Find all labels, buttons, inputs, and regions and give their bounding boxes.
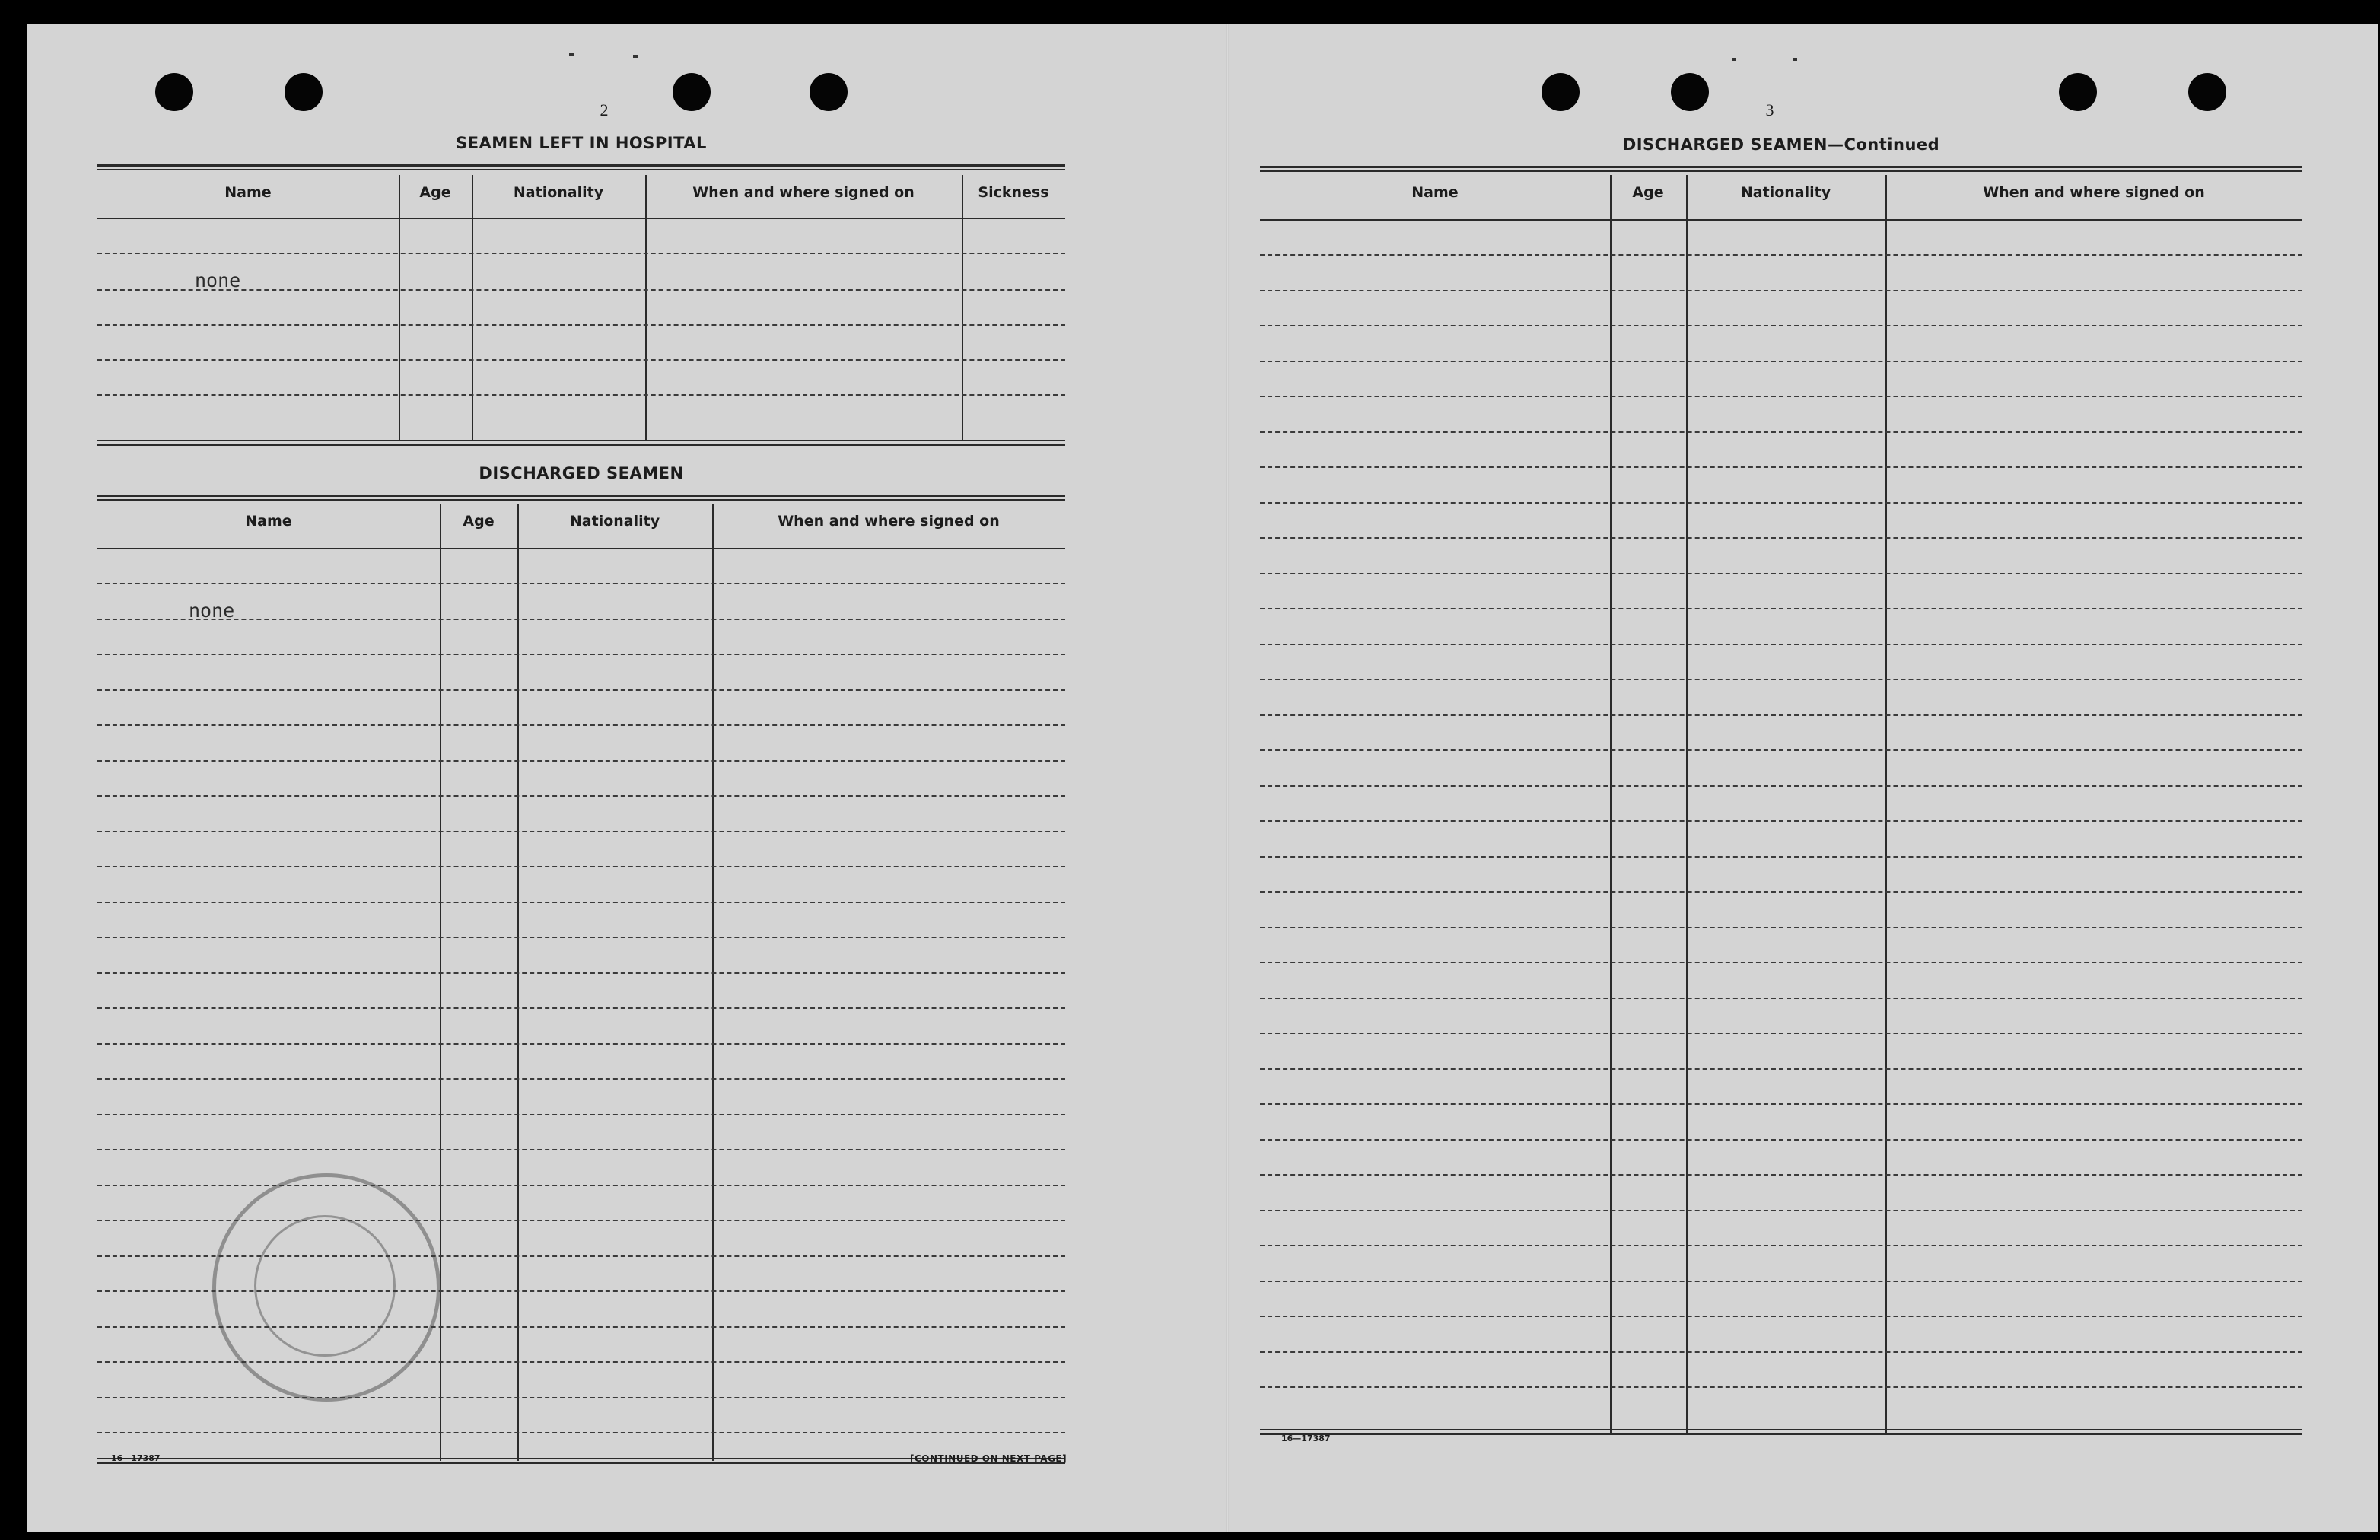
title-main: DISCHARGED SEAMEN bbox=[1622, 135, 1828, 154]
ruled-line bbox=[97, 1432, 1065, 1433]
ruled-line bbox=[1260, 431, 2302, 433]
continued-note: [CONTINUED ON NEXT PAGE] bbox=[910, 1453, 1068, 1464]
postmark-stamp bbox=[212, 1173, 441, 1402]
ruled-line bbox=[1260, 1174, 2302, 1176]
ruled-line bbox=[97, 1149, 1065, 1150]
ruled-line bbox=[97, 1043, 1065, 1045]
ruled-line bbox=[1260, 749, 2302, 751]
column-header-nationality: Nationality bbox=[513, 184, 604, 201]
column-header-signed-on: When and where signed on bbox=[692, 184, 915, 201]
ruled-line bbox=[1260, 325, 2302, 326]
column-header-signed-on: When and where signed on bbox=[1983, 184, 2205, 201]
column-header-age: Age bbox=[463, 513, 495, 530]
ruled-line bbox=[1260, 1316, 2302, 1317]
ruled-line bbox=[1260, 1068, 2302, 1070]
ruled-line bbox=[1260, 1351, 2302, 1353]
ruled-line bbox=[1260, 679, 2302, 680]
form-code: 16—17387 bbox=[111, 1453, 161, 1463]
ink-speck bbox=[633, 55, 638, 58]
column-header-name: Name bbox=[224, 184, 272, 201]
ruled-line bbox=[1260, 927, 2302, 928]
ruled-line bbox=[1260, 856, 2302, 858]
title-suffix: —Continued bbox=[1827, 135, 1940, 154]
ruled-line bbox=[1260, 1386, 2302, 1388]
hospital-section-title: SEAMEN LEFT IN HOSPITAL bbox=[456, 134, 707, 152]
ruled-line bbox=[1260, 820, 2302, 822]
ruled-line bbox=[97, 689, 1065, 691]
column-header-sickness: Sickness bbox=[978, 184, 1049, 201]
ruled-line bbox=[97, 972, 1065, 974]
form-code: 16—17387 bbox=[1281, 1433, 1331, 1443]
ruled-line bbox=[1260, 998, 2302, 999]
ruled-line bbox=[1260, 396, 2302, 397]
punch-hole bbox=[673, 73, 711, 111]
ruled-line bbox=[97, 795, 1065, 797]
ruled-line bbox=[97, 866, 1065, 867]
page-fold bbox=[1226, 24, 1229, 1532]
punch-hole bbox=[2059, 73, 2097, 111]
ink-speck bbox=[1793, 58, 1797, 61]
column-header-signed-on: When and where signed on bbox=[778, 513, 1000, 530]
ruled-line bbox=[1260, 1139, 2302, 1141]
ruled-line bbox=[97, 1185, 1065, 1186]
ink-speck bbox=[569, 53, 574, 56]
page-number: 2 bbox=[600, 100, 609, 119]
ruled-line bbox=[1260, 962, 2302, 963]
ruled-line bbox=[1260, 361, 2302, 362]
ruled-line bbox=[1260, 1032, 2302, 1034]
ruled-line bbox=[97, 1007, 1065, 1009]
column-header-age: Age bbox=[419, 184, 451, 201]
document-sheet bbox=[27, 24, 2378, 1532]
ruled-line bbox=[1260, 573, 2302, 574]
punch-hole bbox=[285, 73, 323, 111]
ruled-line bbox=[97, 760, 1065, 762]
ruled-line bbox=[1260, 785, 2302, 787]
ruled-line bbox=[1260, 714, 2302, 716]
ruled-line bbox=[1260, 1281, 2302, 1282]
ruled-line bbox=[1260, 254, 2302, 256]
ruled-line bbox=[1260, 537, 2302, 539]
punch-hole bbox=[1671, 73, 1709, 111]
punch-hole bbox=[810, 73, 848, 111]
ruled-line bbox=[1260, 644, 2302, 645]
ruled-line bbox=[97, 1397, 1065, 1398]
ruled-line bbox=[1260, 891, 2302, 892]
ruled-line bbox=[97, 1114, 1065, 1115]
column-header-nationality: Nationality bbox=[569, 513, 660, 530]
ruled-line bbox=[1260, 608, 2302, 609]
ruled-line bbox=[97, 583, 1065, 584]
column-header-nationality: Nationality bbox=[1740, 184, 1831, 201]
page-number: 3 bbox=[1765, 100, 1774, 119]
ruled-line bbox=[97, 724, 1065, 726]
column-header-age: Age bbox=[1632, 184, 1664, 201]
ruled-line bbox=[97, 937, 1065, 938]
ruled-line bbox=[97, 902, 1065, 903]
punch-hole bbox=[2188, 73, 2226, 111]
ruled-line bbox=[1260, 1210, 2302, 1211]
column-header-name: Name bbox=[1411, 184, 1459, 201]
ruled-line bbox=[97, 831, 1065, 832]
ruled-line bbox=[1260, 466, 2302, 468]
column-header-name: Name bbox=[245, 513, 292, 530]
hospital-entry-name: none bbox=[195, 269, 241, 291]
ruled-line bbox=[1260, 502, 2302, 504]
discharged-continued-title bbox=[1260, 135, 2302, 154]
ink-speck bbox=[1732, 58, 1736, 61]
ruled-line bbox=[1260, 290, 2302, 291]
discharged-section-title: DISCHARGED SEAMEN bbox=[479, 464, 684, 482]
punch-hole bbox=[155, 73, 193, 111]
ruled-line bbox=[97, 1078, 1065, 1080]
ruled-line bbox=[1260, 1245, 2302, 1246]
discharged-entry-name: none bbox=[189, 600, 235, 622]
punch-hole bbox=[1542, 73, 1580, 111]
ruled-line bbox=[1260, 1103, 2302, 1105]
ruled-line bbox=[97, 654, 1065, 655]
ruled-line bbox=[97, 619, 1065, 620]
